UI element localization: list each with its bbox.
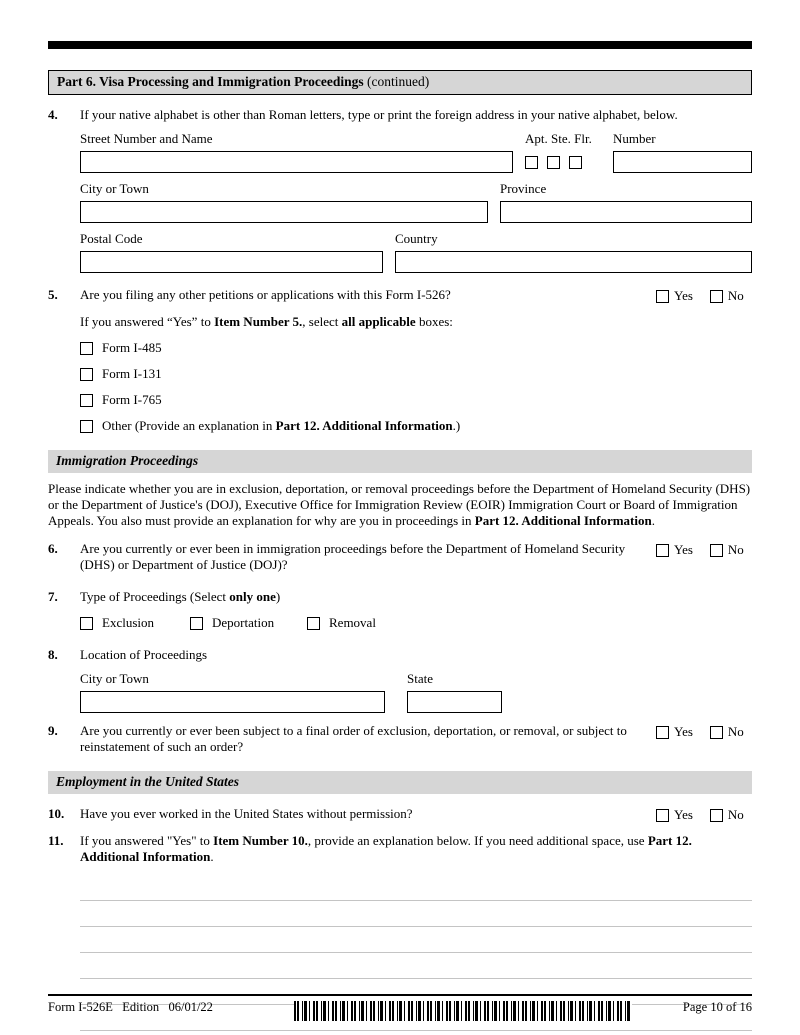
apt-number-input[interactable] <box>613 151 752 173</box>
form-i765-label: Form I-765 <box>102 392 162 407</box>
deportation-checkbox[interactable] <box>190 617 203 630</box>
item-5-number: 5. <box>48 287 58 302</box>
item-4 <box>48 107 752 273</box>
immigration-intro <box>48 481 752 529</box>
yes-label: Yes <box>674 724 693 739</box>
explanation-line[interactable] <box>80 875 752 901</box>
explanation-line[interactable] <box>80 927 752 953</box>
item-6-no-checkbox[interactable] <box>710 544 723 557</box>
item-11-number: 11. <box>48 833 64 848</box>
item-4-text: If your native alphabet is other than Roman letters, type or print the foreign address in your native alphabet, below. <box>80 107 678 122</box>
option-deportation <box>190 615 307 631</box>
item-8-number: 8. <box>48 647 58 662</box>
country-label: Country <box>395 231 438 246</box>
footer-divider <box>48 994 752 996</box>
item-10 <box>48 806 752 823</box>
item-10-number: 10. <box>48 806 65 821</box>
removal-checkbox[interactable] <box>307 617 320 630</box>
item-9 <box>48 723 752 755</box>
option-form-i765 <box>80 392 752 408</box>
barcode <box>294 1001 632 1021</box>
item-11-text-mid: , provide an explanation below. If you need additional space, use <box>307 833 648 848</box>
item-7-text <box>80 589 752 605</box>
explanation-line[interactable] <box>80 901 752 927</box>
item-6 <box>48 541 752 573</box>
no-label: No <box>727 724 744 739</box>
item-8 <box>48 647 752 713</box>
part6-title: Part 6. Visa Processing and Immigration Proceedings <box>57 74 364 89</box>
item-7-text-post: ) <box>275 589 281 604</box>
ste-checkbox[interactable] <box>547 156 560 169</box>
street-input[interactable] <box>80 151 513 173</box>
immigration-intro-pre: Please indicate whether you are in exclusion, deportation, or removal proceedings before the Department of Homeland Security (DHS) or the Department of Justice's (DOJ), Executive Office for Immigration Review (EOIR) Immigration Court or Board of Immigration Appeals. You also must provide an explanation for why are you in proceedings in <box>48 481 751 528</box>
yes-label: Yes <box>674 542 693 557</box>
top-black-bar <box>48 41 752 49</box>
item-10-question: Have you ever worked in the United States without permission? <box>80 806 413 821</box>
form-i131-label: Form I-131 <box>102 366 162 381</box>
postal-code-label: Postal Code <box>80 231 143 246</box>
item-10-no-checkbox[interactable] <box>710 809 723 822</box>
other-label-post: .) <box>452 418 461 433</box>
yes-label: Yes <box>674 807 693 822</box>
item-6-question: Are you currently or ever been in immigration proceedings before the Department of Homeland Security (DHS) or Department of Justice (DOJ)? <box>80 541 626 572</box>
flr-checkbox[interactable] <box>569 156 582 169</box>
proceedings-state-input[interactable] <box>407 691 502 713</box>
item-7-text-pre: Type of Proceedings (Select <box>80 589 230 604</box>
item-4-number: 4. <box>48 107 58 122</box>
no-label: No <box>727 288 744 303</box>
yes-label: Yes <box>674 288 693 303</box>
exclusion-label: Exclusion <box>102 615 154 630</box>
exclusion-checkbox[interactable] <box>80 617 93 630</box>
no-label: No <box>727 807 744 822</box>
instruction-pre: If you answered “Yes” to <box>80 314 215 329</box>
city-input[interactable] <box>80 201 488 223</box>
instruction-item-ref: Item Number 5. <box>214 314 303 329</box>
item-10-yesno <box>656 807 752 823</box>
option-exclusion <box>80 615 190 631</box>
form-i485-checkbox[interactable] <box>80 342 93 355</box>
item-5-yes-checkbox[interactable] <box>656 290 669 303</box>
explanation-line[interactable] <box>80 953 752 979</box>
form-i485-label: Form I-485 <box>102 340 162 355</box>
item-11-item-ref: Item Number 10. <box>213 833 308 848</box>
section-immigration-proceedings: Immigration Proceedings <box>48 450 752 473</box>
item-11-text <box>80 833 752 865</box>
item-11-text-post: . <box>210 849 214 864</box>
item-7-number: 7. <box>48 589 58 604</box>
item-6-number: 6. <box>48 541 58 556</box>
item-5-instruction <box>80 314 752 330</box>
footer-page-number: Page 10 of 16 <box>682 1000 752 1014</box>
option-removal <box>307 615 376 631</box>
removal-label: Removal <box>329 615 376 630</box>
proceedings-state-label: State <box>407 671 433 686</box>
instruction-emphasis: all applicable <box>341 314 416 329</box>
item-11-part12-ref: Part 12. Additional Information <box>80 833 692 864</box>
other-checkbox[interactable] <box>80 420 93 433</box>
instruction-post: boxes: <box>415 314 453 329</box>
proceedings-city-label: City or Town <box>80 671 149 686</box>
item-9-no-checkbox[interactable] <box>710 726 723 739</box>
immigration-intro-part12: Part 12. Additional Information <box>474 513 652 528</box>
item-11-text-pre: If you answered "Yes" to <box>80 833 214 848</box>
item-5-yesno <box>656 288 752 304</box>
immigration-intro-post: . <box>651 513 655 528</box>
footer-form-edition: Form I-526E Edition 06/01/22 <box>48 1000 213 1014</box>
page-footer <box>48 994 752 1021</box>
proceedings-options <box>80 615 752 631</box>
item-5-question: Are you filing any other petitions or applications with this Form I-526? <box>80 287 451 302</box>
item-7 <box>48 589 752 631</box>
part6-header <box>48 70 752 95</box>
postal-code-input[interactable] <box>80 251 383 273</box>
street-label: Street Number and Name <box>80 131 213 146</box>
deportation-label: Deportation <box>212 615 275 630</box>
province-input[interactable] <box>500 201 752 223</box>
item-9-yes-checkbox[interactable] <box>656 726 669 739</box>
item-6-yesno <box>656 542 752 558</box>
item-9-number: 9. <box>48 723 58 738</box>
item-9-question: Are you currently or ever been subject to a final order of exclusion, deportation, or removal, or subject to reinstatement of such an order? <box>80 723 627 754</box>
proceedings-city-input[interactable] <box>80 691 385 713</box>
no-label: No <box>727 542 744 557</box>
apt-checkbox[interactable] <box>525 156 538 169</box>
part6-continued: (continued) <box>363 74 430 89</box>
other-label <box>102 418 460 434</box>
item-7-text-only-one: only one <box>229 589 276 604</box>
item-5-no-checkbox[interactable] <box>710 290 723 303</box>
apt-number-label: Number <box>613 131 656 146</box>
other-label-part12: Part 12. Additional Information <box>275 418 453 433</box>
item-9-yesno <box>656 724 752 740</box>
section-employment-us: Employment in the United States <box>48 771 752 794</box>
item-6-yes-checkbox[interactable] <box>656 544 669 557</box>
option-form-i131 <box>80 366 752 382</box>
apt-ste-flr-label: Apt. Ste. Flr. <box>525 131 592 146</box>
item-10-yes-checkbox[interactable] <box>656 809 669 822</box>
item-5 <box>48 287 752 434</box>
form-i765-checkbox[interactable] <box>80 394 93 407</box>
form-i131-checkbox[interactable] <box>80 368 93 381</box>
item-8-text: Location of Proceedings <box>80 647 208 662</box>
city-label: City or Town <box>80 181 149 196</box>
country-input[interactable] <box>395 251 752 273</box>
other-label-pre: Other (Provide an explanation in <box>102 418 276 433</box>
option-form-i485 <box>80 340 752 356</box>
option-other <box>80 418 752 434</box>
province-label: Province <box>500 181 547 196</box>
instruction-mid: , select <box>302 314 342 329</box>
